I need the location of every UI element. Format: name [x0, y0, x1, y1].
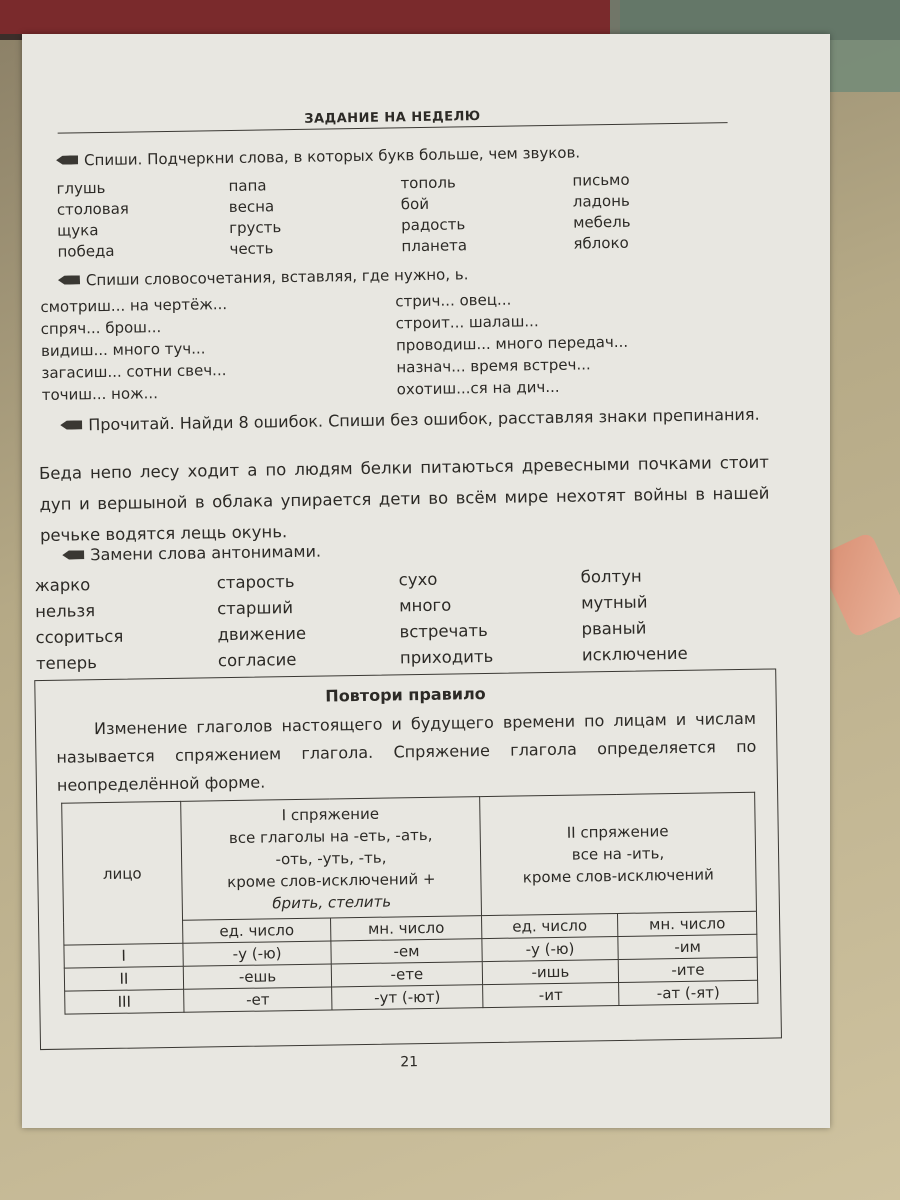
word: приходить	[399, 646, 494, 668]
word: весна	[228, 197, 275, 216]
pen-icon	[62, 550, 84, 559]
phrase: стрич... овец...	[395, 290, 512, 311]
conj1-header	[181, 797, 482, 921]
phrase: назнач... время встреч...	[396, 355, 591, 377]
word: ссориться	[35, 626, 124, 648]
phrase: смотриш... на чертёж...	[40, 295, 228, 316]
word: согласие	[217, 649, 297, 671]
task3-instruction: Прочитай. Найди 8 ошибок. Спиши без ошибок, расставляя знаки препинания.	[60, 403, 760, 437]
ending-cell: -ет	[184, 987, 332, 1012]
pen-icon	[60, 420, 82, 429]
word: старший	[216, 598, 294, 619]
pen-icon	[58, 275, 80, 284]
ending-cell: -ешь	[183, 964, 331, 989]
rule-box	[34, 668, 782, 1050]
phrase: охотиш...ся на дич...	[396, 377, 560, 399]
word: встречать	[399, 620, 488, 642]
task2-instruction: Спиши словосочетания, вставляя, где нужно, ь.	[58, 265, 469, 289]
task3-text: Беда непо лесу ходит а по людям белки питаються древесными почками стоит дуп и вершыной в облака упирается дети во всём мире нехотят войны в нашей речьке водятся лещь окунь.	[38, 452, 770, 545]
word: грусть	[229, 218, 282, 237]
conjugation-table	[61, 792, 758, 1015]
conj2-line2: кроме слов-исключений	[522, 865, 714, 887]
word: исключение	[581, 643, 688, 665]
ending-cell: -у (-ю)	[482, 936, 619, 961]
conj2-header	[480, 792, 757, 915]
word: рваный	[581, 618, 647, 639]
conj1-line2: -оть, -уть, -ть,	[275, 848, 387, 869]
ending-cell: -ит	[482, 982, 619, 1007]
phrase: загасиш... сотни свеч...	[41, 361, 227, 382]
person-cell: III	[65, 989, 184, 1014]
task4-instruction: Замени слова антонимами.	[62, 542, 321, 565]
word: сухо	[398, 569, 438, 590]
conj2-line1: все на -ить,	[571, 844, 665, 864]
ending-cell: -у (-ю)	[183, 941, 331, 966]
word: ладонь	[572, 191, 630, 211]
word: нельзя	[35, 601, 96, 622]
word: письмо	[572, 170, 630, 190]
page-number: 21	[400, 1054, 419, 1071]
word: щука	[57, 221, 99, 240]
word: честь	[229, 239, 274, 258]
ending-cell: -ите	[618, 957, 757, 982]
phrase: видиш... много туч...	[40, 339, 206, 360]
phrase: строит... шалаш...	[395, 312, 539, 333]
ending-cell: -ат (-ят)	[619, 980, 758, 1005]
ending-cell: -им	[618, 934, 757, 959]
word: мутный	[580, 592, 648, 613]
word: глушь	[56, 178, 106, 198]
ending-cell: -ете	[331, 962, 482, 987]
word: болтун	[580, 566, 642, 587]
red-folder	[0, 0, 620, 34]
task2-phrase-grid	[40, 287, 762, 408]
pen-icon	[56, 155, 78, 164]
page-header: ЗАДАНИЕ НА НЕДЕЛЮ	[57, 105, 727, 134]
rule-text: Изменение глаголов настоящего и будущего времени по лицам и числам называется спряжением глагола. Спряжение глагола определяется по неопределённой форме.	[56, 708, 757, 795]
word: радость	[401, 215, 466, 235]
task4-word-grid	[35, 565, 757, 680]
word: много	[398, 595, 452, 616]
word: столовая	[56, 199, 129, 219]
person-cell: II	[64, 966, 183, 991]
word: победа	[57, 241, 115, 261]
phrase: точиш... нож...	[41, 384, 159, 404]
ending-cell: -ем	[331, 939, 482, 964]
plur-header: мн. число	[331, 916, 482, 941]
plur-header: мн. число	[618, 911, 757, 936]
word: бой	[400, 194, 430, 214]
word: планета	[401, 236, 468, 256]
ending-cell: -ишь	[482, 959, 619, 984]
phrase: проводиш... много передач...	[395, 332, 629, 355]
workbook-page	[22, 34, 830, 1128]
word: яблоко	[573, 233, 629, 253]
sing-header: ед. число	[183, 918, 331, 943]
word: старость	[216, 572, 295, 593]
word: теперь	[35, 653, 98, 674]
word: жарко	[34, 575, 91, 596]
conj1-exceptions: брить, стелить	[272, 892, 392, 913]
word: движение	[217, 623, 307, 645]
phrase: спряч... брош...	[40, 318, 162, 338]
word: тополь	[400, 173, 456, 193]
person-cell: I	[64, 943, 183, 968]
word: папа	[228, 176, 267, 195]
conj1-line1: все глаголы на -еть, -ать,	[228, 825, 433, 848]
task1-instruction: Спиши. Подчеркни слова, в которых букв больше, чем звуков.	[56, 143, 580, 169]
conj1-line3: кроме слов-исключений +	[227, 869, 436, 892]
word: мебель	[572, 212, 631, 232]
sing-header: ед. число	[481, 913, 618, 938]
ending-cell: -ут (-ют)	[332, 985, 483, 1010]
person-header: лицо	[62, 801, 183, 945]
rule-title: Повтори правило	[325, 684, 486, 706]
conj1-title: I спряжение	[281, 804, 380, 825]
task1-word-grid	[56, 169, 757, 264]
conj2-title: II спряжение	[566, 822, 669, 842]
